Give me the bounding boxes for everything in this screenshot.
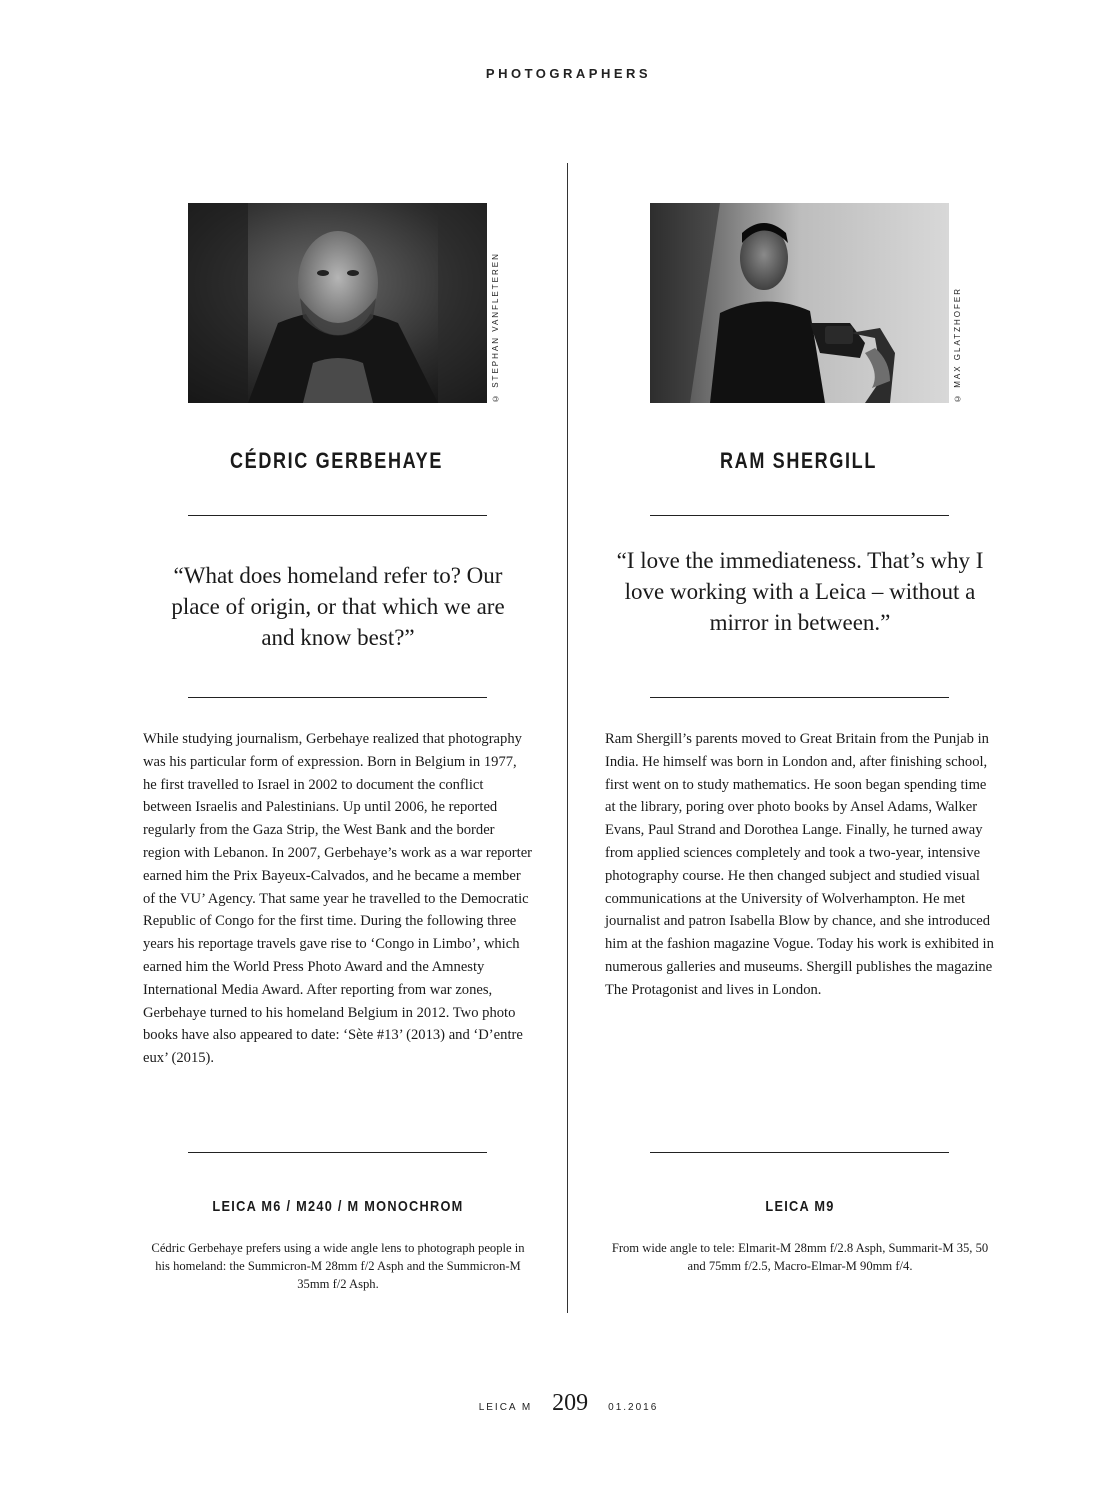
- divider-rule: [650, 515, 949, 516]
- section-label: PHOTOGRAPHERS: [485, 66, 652, 81]
- magazine-brand: LEICA M: [478, 1402, 533, 1413]
- issue-date: 01.2016: [608, 1402, 659, 1413]
- camera-heading: LEICA M6 / M240 / M MONOCHROM: [212, 1198, 464, 1215]
- column-divider: [567, 163, 568, 1313]
- camera-note: Cédric Gerbehaye prefers using a wide angle lens to photograph people in his homeland: the Summicron-M 28mm f/2 Asph and the Summicron-M 35mm f/2 Asph.: [151, 1241, 525, 1291]
- biography-text: Ram Shergill’s parents moved to Great Britain from the Punjab in India. He himself was born in London and, after finishing school, first went on to study mathematics. He soon began spending time at the library, poring over photo books by Ansel Adams, Walker Evans, Paul Strand and Dorothea Lange. Finally, he turned away from applied sciences completely and took a two-year, intensive photography course. He then changed subject and studied visual communications at the University of Wolverhampton. He met journalist and patron Isabella Blow by chance, and she introduced him at the fashion magazine Vogue. Today his work is exhibited in numerous galleries and museums. Shergill publishes the magazine The Protagonist and lives in London.: [605, 731, 994, 998]
- divider-rule: [650, 697, 949, 698]
- divider-rule: [188, 697, 487, 698]
- camera-note: From wide angle to tele: Elmarit-M 28mm f/2.8 Asph, Summarit-M 35, 50 and 75mm f/2.5, Macro-Elmar-M 90mm f/4.: [611, 1241, 989, 1273]
- page-number: 209: [552, 1390, 589, 1416]
- photographer-name: RAM SHERGILL: [719, 448, 877, 473]
- portrait-photo-gerbehaye: [188, 203, 487, 403]
- photo-credit: © STEPHAN VANFLETEREN: [491, 252, 500, 403]
- camera-heading: LEICA M9: [765, 1198, 835, 1215]
- divider-rule: [188, 515, 487, 516]
- pull-quote: “What does homeland refer to? Our place of origin, or that which we are and know best?”: [171, 563, 505, 650]
- photographer-name: CÉDRIC GERBEHAYE: [229, 448, 444, 473]
- divider-rule: [650, 1152, 949, 1153]
- page-footer: [0, 1390, 1117, 1417]
- photo-credit: © MAX GLATZHOFER: [953, 287, 962, 403]
- biography-text: While studying journalism, Gerbehaye realized that photography was his particular form of expression. Born in Belgium in 1977, he first travelled to Israel in 2002 to document the conflict between Israelis and Palestinians. Up until 2006, he reported regularly from the Gaza Strip, the West Bank and the border region with Lebanon. In 2007, Gerbehaye’s work as a war reporter earned him the Prix Bayeux-Calvados, and he became a member of the VU’ Agency. That same year he travelled to the Democratic Republic of Congo for the first time. During the following three years his reportage travels gave rise to ‘Congo in Limbo’, which earned him the World Press Photo Award and the Amnesty International Media Award. After reporting from war zones, Gerbehaye turned to his homeland Belgium in 2012. Two photo books have also appeared to date: ‘Sète #13’ (2013) and ‘D’entre eux’ (2015).: [143, 731, 533, 1067]
- divider-rule: [188, 1152, 487, 1153]
- portrait-photo-shergill: [650, 203, 949, 403]
- pull-quote: “I love the immediateness. That’s why I love working with a Leica – without a mirror in between.”: [616, 548, 984, 635]
